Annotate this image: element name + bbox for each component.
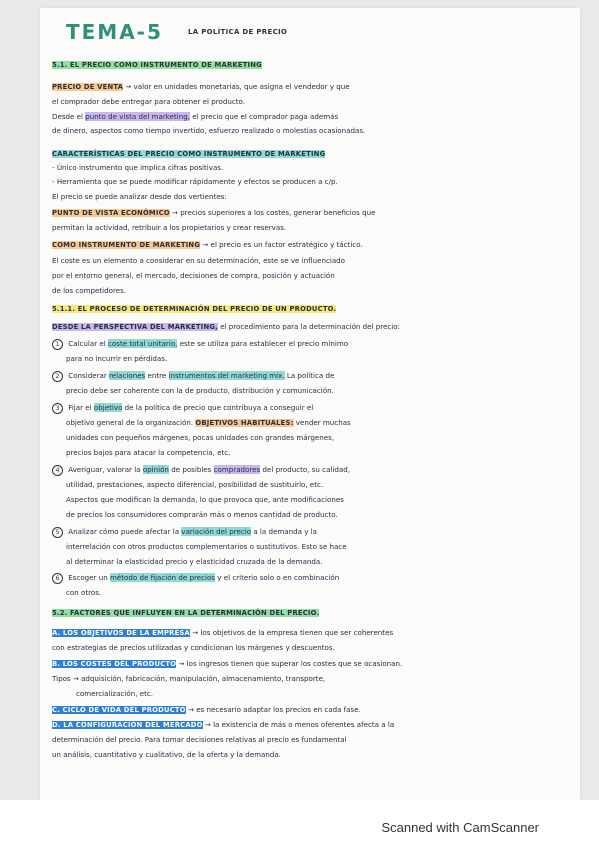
text-line: B. LOS COSTES DEL PRODUCTO → los ingresos tienen que superar los costes que se ocasionan. (52, 659, 403, 668)
list-item: 3 Fijar el objetivo de la política de precio que contribuya a conseguir el (52, 403, 577, 414)
text-line: de los competidores. (52, 286, 127, 295)
text-line: interrelación con otros productos complementarios o sustitutivos. Esto se hace (66, 542, 347, 551)
text-line: PUNTO DE VISTA ECONÓMICO → precios superiores a los costes, generar beneficios que (52, 208, 376, 217)
text-line: - Único instrumento que implica cifras positivas. (52, 163, 224, 172)
text-line: COMO INSTRUMENTO DE MARKETING → el precio es un factor estratégico y táctico. (52, 240, 363, 249)
text-line: comercialización, etc. (76, 689, 154, 698)
text-line: Aspectos que modifican la demanda, lo que provoca que, ante modificaciones (66, 495, 344, 504)
text-line: El precio se puede analizar desde dos vertientes: (52, 192, 227, 201)
text-line: con otros. (66, 588, 102, 597)
text-line: para no incurrir en pérdidas. (66, 354, 168, 363)
text-line: precio debe ser coherente con la de producto, distribución y comunicación. (66, 386, 334, 395)
text-line: precios bajos para atacar la competencia, etc. (66, 448, 231, 457)
text-line: permitan la actividad, retribuir a los propietarios y crear reservas. (52, 223, 287, 232)
text-line: utilidad, prestaciones, aspecto diferencial, posibilidad de sustituirlo, etc. (66, 480, 324, 489)
text-line: - Herramienta que se puede modificar rápidamente y efectos se producen a c/p. (52, 177, 338, 186)
section-heading: 5.2. FACTORES QUE INFLUYEN EN LA DETERMINACIÓN DEL PRECIO. (52, 609, 320, 617)
text-line: determinación del precio. Para tomar decisiones relativas al precio es fundamental (52, 735, 347, 744)
text-line: el comprador debe entregar para obtener el producto. (52, 97, 246, 106)
page-subtitle: LA POLÍTICA DE PRECIO (188, 28, 288, 36)
scanner-footer (0, 800, 599, 848)
section-heading: 5.1.1. EL PROCESO DE DETERMINACIÓN DEL PRECIO DE UN PRODUCTO. (52, 305, 337, 313)
text-line: objetivo general de la organización. OBJETIVOS HABITUALES: vender muchas (66, 418, 351, 427)
scanner-watermark: Scanned with CamScanner (381, 820, 539, 835)
text-line: Desde el punto de vista del marketing, el precio que el comprador paga además (52, 112, 339, 121)
list-item: 4 Averiguar, valorar la opinión de posibles compradores del producto, su calidad, (52, 465, 577, 476)
text-line: C. CICLO DE VIDA DEL PRODUCTO → es necesario adaptar los precios en cada fase. (52, 705, 361, 714)
subsection-heading: CARACTERÍSTICAS DEL PRECIO COMO INSTRUMENTO DE MARKETING (52, 150, 326, 158)
page-title: TEMA-5 (66, 20, 163, 44)
text-line: con estrategias de precios utilizadas y condicionan los márgenes y descuentos. (52, 643, 335, 652)
text-line: El coste es un elemento a considerar en su determinación, este se ve influenciado (52, 256, 346, 265)
list-item: 2 Considerar relaciones entre instrumentos del marketing mix. La política de (52, 371, 577, 382)
text-line: de dinero, aspectos como tiempo invertido, esfuerzo realizado o molestias ocasionadas. (52, 126, 366, 135)
list-item: 6 Escoger un método de fijación de precios y el criterio solo o en combinación (52, 573, 577, 584)
text-line: D. LA CONFIGURACIÓN DEL MERCADO → la existencia de más o menos oferentes afecta a la (52, 720, 395, 729)
list-item: 1 Calcular el coste total unitario, este se utiliza para establecer el precio mínimo (52, 339, 577, 350)
list-item: 5 Analizar cómo puede afectar la variación del precio a la demanda y la (52, 527, 577, 538)
text-line: unidades con pequeños márgenes, pocas unidades con grandes márgenes, (66, 433, 335, 442)
section-heading: 5.1. EL PRECIO COMO INSTRUMENTO DE MARKETING (52, 61, 262, 69)
text-line: por el entorno general, el mercado, decisiones de compra, posición y actuación (52, 271, 335, 280)
text-line: A. LOS OBJETIVOS DE LA EMPRESA → los objetivos de la empresa tienen que ser coherentes (52, 628, 394, 637)
text-line: un análisis, cuantitativo y cualitativo, de la oferta y la demanda. (52, 750, 281, 759)
text-line: PRECIO DE VENTA → valor en unidades monetarias, que asigna el vendedor y que (52, 82, 350, 91)
text-line: DESDE LA PERSPECTIVA DEL MARKETING, el procedimiento para la determinación del precio: (52, 322, 400, 331)
text-line: de precios los consumidores comprarán más o menos cantidad de producto. (66, 510, 338, 519)
text-line: al determinar la elasticidad precio y elasticidad cruzada de la demanda. (66, 557, 323, 566)
text-line: Tipos → adquisición, fabricación, manipulación, almacenamiento, transporte, (52, 674, 326, 683)
